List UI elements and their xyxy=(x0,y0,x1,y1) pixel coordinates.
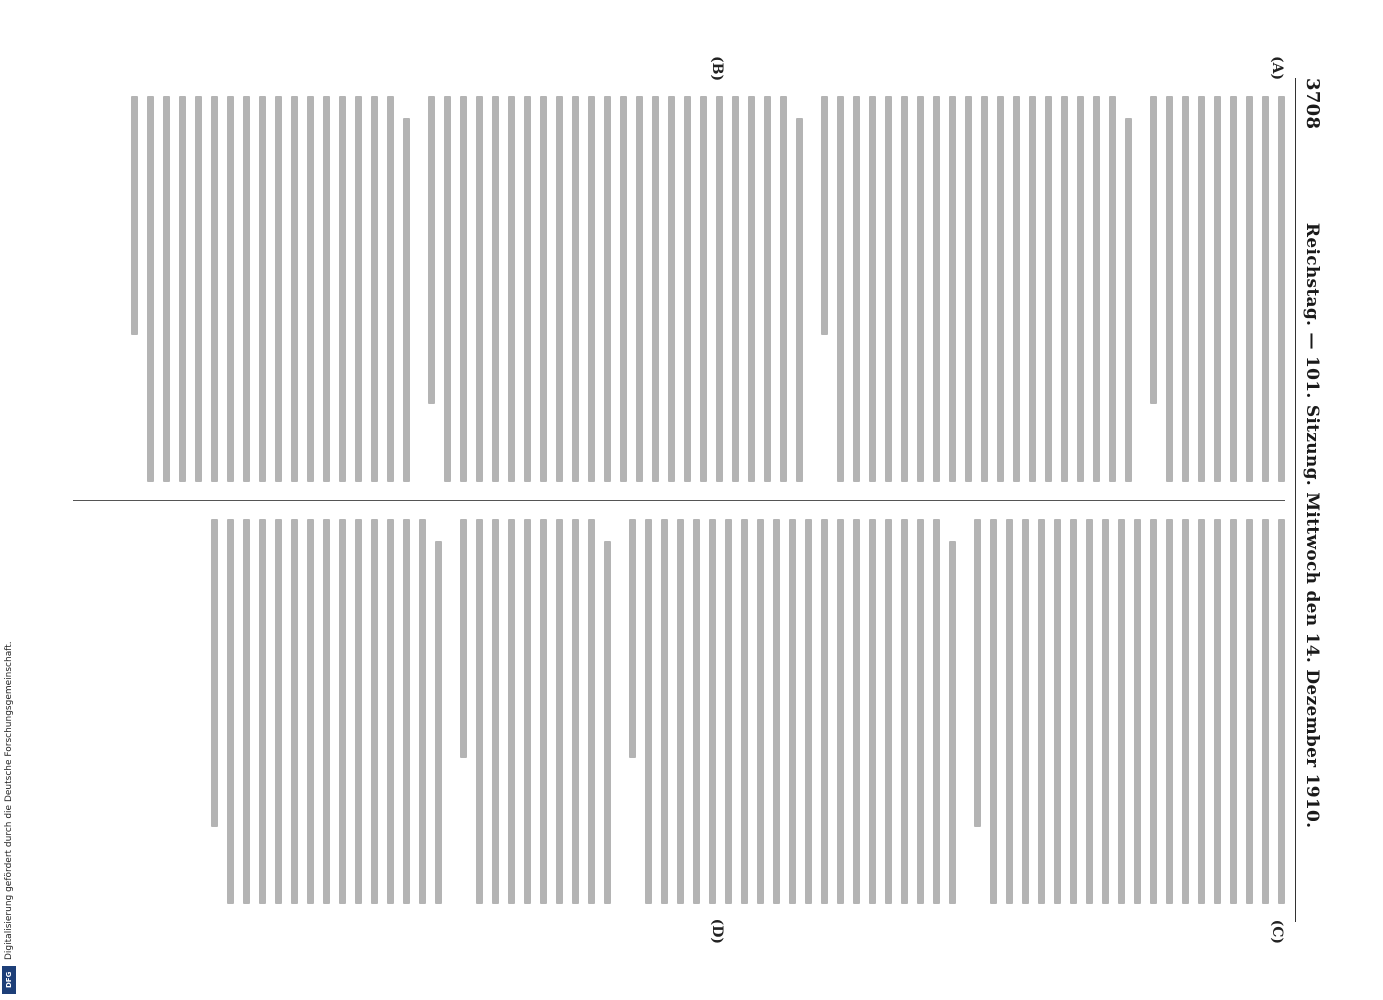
text-block xyxy=(974,519,1285,905)
margin-letter-a: (A) xyxy=(1268,56,1285,81)
text-block xyxy=(460,519,611,905)
margin-letter-b: (B) xyxy=(708,56,725,82)
running-head xyxy=(1295,78,1323,922)
text-columns xyxy=(73,56,1285,944)
page-number: 3708 xyxy=(1301,78,1323,130)
column-left xyxy=(73,56,1285,500)
text-block xyxy=(131,96,410,482)
running-head-title: Reichstag. — 101. Sitzung. Mittwoch den 14. Dezember 1910. xyxy=(1301,222,1322,829)
text-block xyxy=(211,519,442,905)
column-right xyxy=(73,500,1285,944)
text-block xyxy=(1150,96,1285,482)
dfg-logo: DFG xyxy=(2,966,16,994)
text-block xyxy=(428,96,803,482)
margin-letter-d: (D) xyxy=(708,918,725,944)
margin-letter-c: (C) xyxy=(1268,919,1285,944)
text-block xyxy=(629,519,956,905)
text-block xyxy=(821,96,1132,482)
document-page xyxy=(47,50,1337,950)
digitization-note xyxy=(2,40,16,960)
digitization-note-text: Digitalisierung gefördert durch die Deutsche Forschungsgemeinschaft. xyxy=(4,641,14,960)
